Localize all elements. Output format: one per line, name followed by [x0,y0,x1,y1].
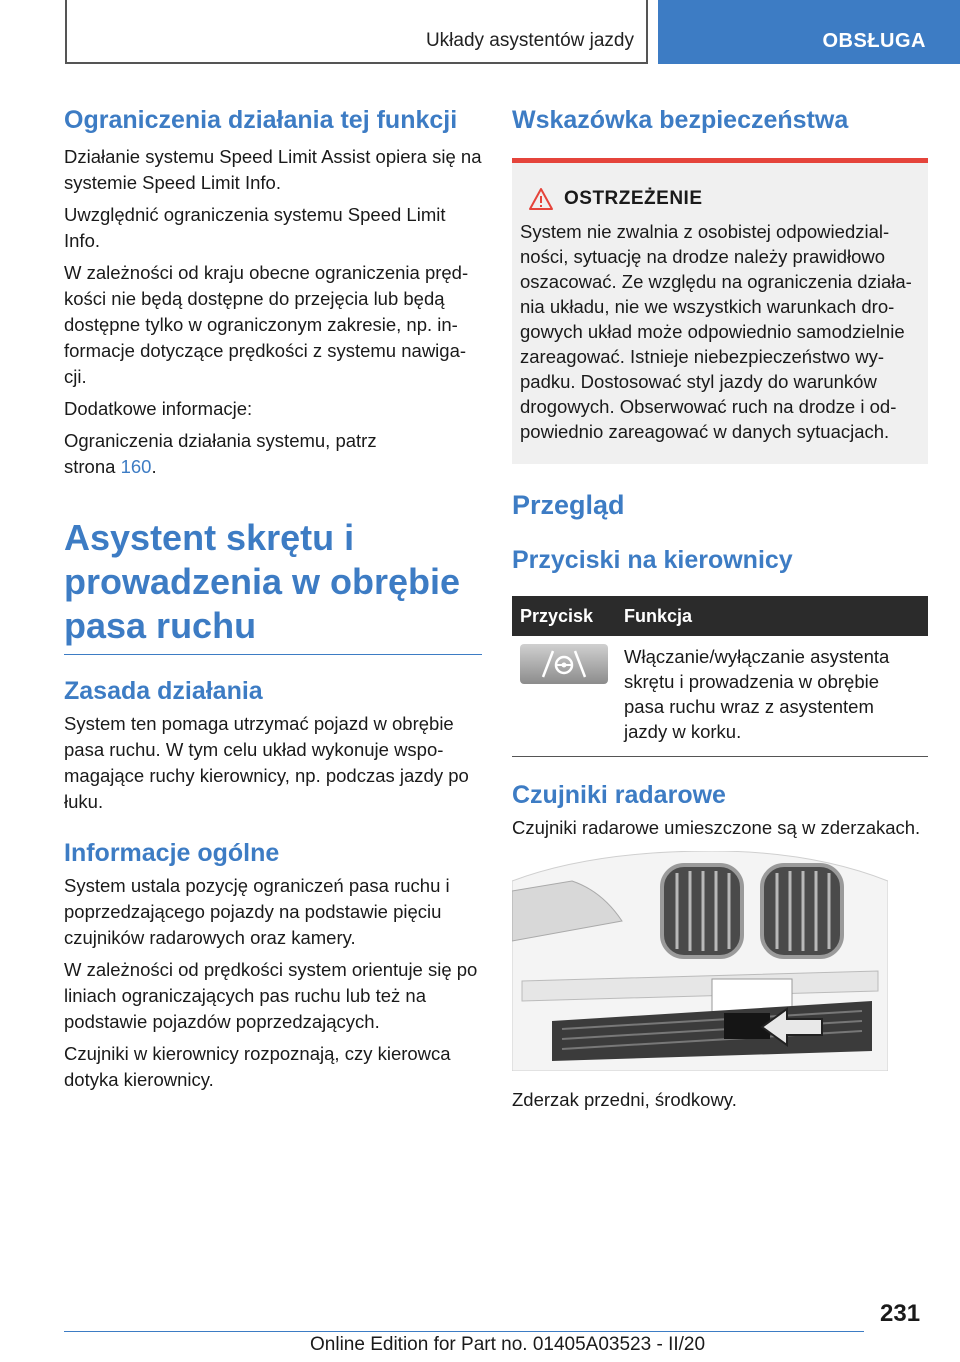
function-cell: Włączanie/wyłączanie asystenta skrętu i prowadzenia w obrębie pasa ruchu wraz z asystentem jazdy w korku. [616,636,928,757]
column-header-function: Funkcja [616,596,928,636]
heading-limits: Ograniczenia działania tej funkcji [64,106,458,134]
table-row [512,636,928,757]
chapter-title: Układy asystentów jazdy [425,30,634,51]
paragraph: W zależności od prędkości system orientuje się po liniach ograniczających pas ruchu lub też na podstawie pojazdów poprzedzających. [64,959,478,1032]
section-tab[interactable] [658,0,960,64]
warning-triangle-icon [528,187,554,211]
heading-buttons: Przyciski na kierownicy [512,546,793,574]
page-number: 231 [880,1300,921,1327]
reference-end: . [151,456,157,477]
paragraph-reference [64,428,394,480]
heading-radar: Czujniki radarowe [512,781,726,809]
car-image [512,851,928,1071]
paragraph: Dodatkowe informacje: [64,398,253,419]
warning-box [512,158,928,464]
image-caption: Zderzak przedni, środkowy. [512,1089,737,1110]
section-label: OBSŁUGA [822,30,926,52]
heading-overview: Przegląd [512,490,625,520]
paragraph: Czujniki radarowe umieszczone są w zderzakach. [512,817,921,838]
heading-safety: Wskazówka bezpieczeństwa [512,106,849,134]
page-link[interactable]: 160 [120,456,152,477]
buttons-table [512,596,928,757]
paragraph: System ten pomaga utrzymać pojazd w obrębie pasa ruchu. W tym celu układ wykonuje wspomagające ruchy kierownicy, np. podczas jazdy po łuku. [64,713,469,812]
left-column [64,100,482,1093]
warning-text: System nie zwalnia z osobistej odpowiedzialności, sytuację na drodze należy prawidłowo oszacować. Ze względu na ograniczenia działania układu, nie we wszystkich warunkach drogowych układ może odpowiednio samodzielnie zareagować. Istnieje niebezpieczeństwo wypadku. Dostosować styl jazdy do warunków drogowych. Obserwować ruch na drodze i odpowiednio zareagować w danych sytuacjach. [520,221,912,442]
warning-header [528,187,920,211]
steering-lane-icon [541,649,587,679]
front-bumper-illustration [512,851,888,1071]
right-column [512,100,928,1113]
heading-principle: Zasada działania [64,677,263,705]
button-cell [512,636,616,757]
paragraph: Działanie systemu Speed Limit Assist opiera się na systemie Speed Limit Info. [64,146,482,193]
footer-divider [64,1331,864,1332]
paragraph: System ustala pozycję ograniczeń pasa ruchu i poprzedzającego pojazdy na podstawie pięciu czujników radarowych oraz kamery. [64,875,450,948]
header-left-box [65,0,648,64]
edition-text: Online Edition for Part no. 01405A03523 - II/20 [310,1334,706,1355]
heading-general: Informacje ogólne [64,839,280,867]
reference-text: Ograniczenia działania systemu, patrz strona [64,430,377,477]
warning-title: OSTRZEŻENIE [564,188,703,209]
paragraph: Uwzględnić ograniczenia systemu Speed Limit Info. [64,204,446,251]
column-header-button: Przycisk [512,596,616,636]
paragraph: W zależności od kraju obecne ograniczenia prędkości nie będą dostępne do przejęcia lub będą dostępne tylko w ograniczonym zakresie, np. informacje dotyczące prędkości z systemu nawigacji. [64,262,469,387]
main-heading: Asystent skrętu i prowadzenia w obrębie pasa ruchu [64,516,482,655]
lane-assist-button-icon [520,644,608,684]
paragraph: Czujniki w kierownicy rozpoznają, czy kierowca dotyka kierownicy. [64,1043,451,1090]
